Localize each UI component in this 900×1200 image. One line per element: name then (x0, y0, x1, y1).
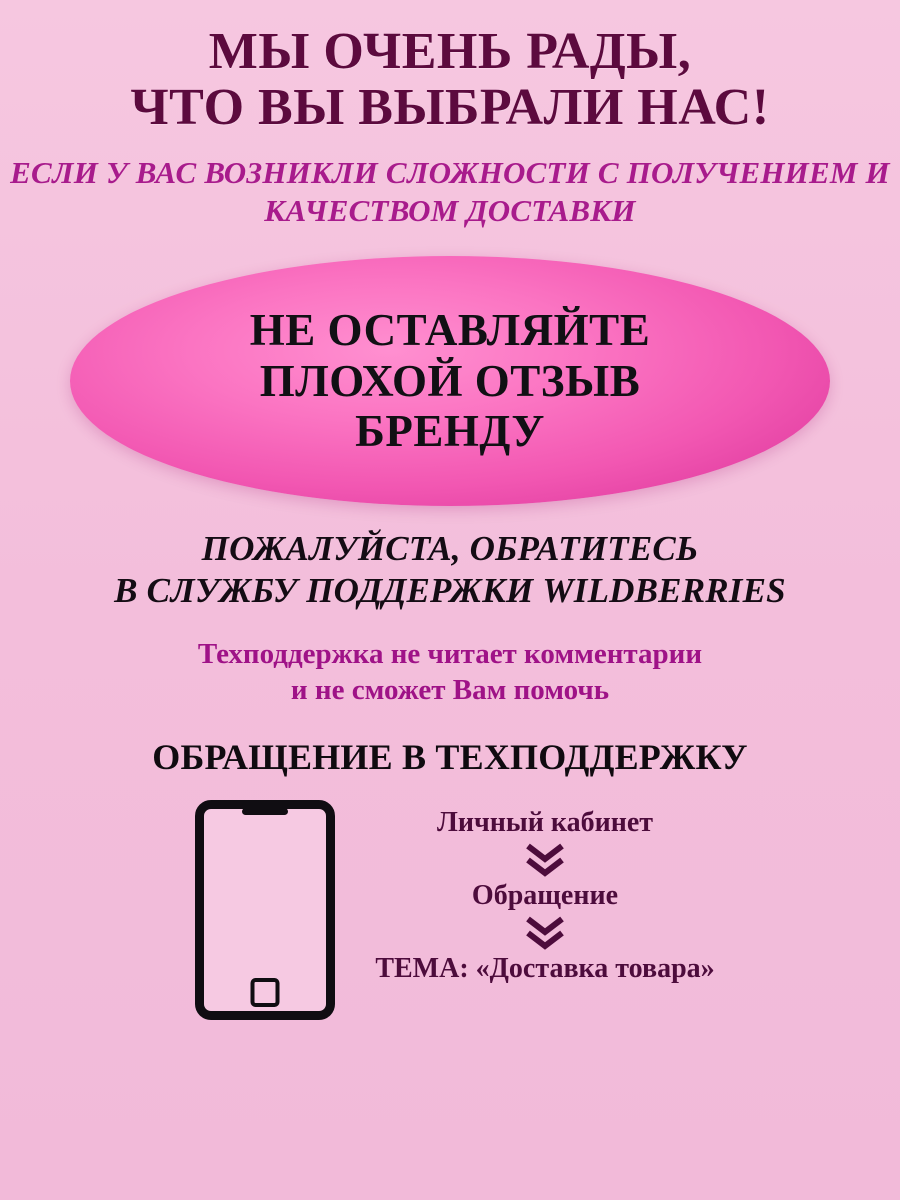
support-title: ОБРАЩЕНИЕ В ТЕХПОДДЕРЖКУ (152, 737, 748, 778)
cta-line-2: В СЛУЖБУ ПОДДЕРЖКИ WILDBERRIES (114, 570, 786, 610)
phone-speaker-icon (242, 808, 288, 815)
subheadline (0, 154, 900, 230)
cta-line-1: ПОЖАЛУЙСТА, ОБРАТИТЕСЬ (201, 528, 699, 568)
headline-line-2: ЧТО ВЫ ВЫБРАЛИ НАС! (130, 79, 770, 137)
chevron-down-icon-2 (524, 916, 566, 952)
call-to-action (114, 528, 786, 612)
subheadline-line-1: ЕСЛИ У ВАС ВОЗНИКЛИ СЛОЖНОСТИ (10, 155, 590, 191)
chevron-down-icon (524, 843, 566, 879)
step-2-label: Обращение (471, 880, 619, 912)
support-steps-section (70, 794, 830, 1020)
phone-home-button-icon (251, 978, 280, 1007)
subheadline-line-2: С ПОЛУЧЕНИЕМ И КАЧЕСТВОМ ДОСТАВКИ (264, 155, 890, 229)
steps-list (375, 794, 714, 984)
page-title (130, 24, 769, 136)
headline-line-1: МЫ ОЧЕНЬ РАДЫ, (208, 23, 692, 80)
ellipse-line-3: БРЕНДУ (355, 406, 545, 457)
note-line-1: Техподдержка не читает комментарии (197, 637, 703, 670)
ellipse-message (250, 305, 650, 458)
support-note (198, 636, 702, 709)
note-line-2: и не сможет Вам помочь (290, 674, 610, 707)
ellipse-line-2: ПЛОХОЙ ОТЗЫВ (259, 355, 641, 406)
highlight-ellipse (70, 256, 830, 506)
smartphone-icon (195, 800, 335, 1020)
ellipse-line-1: НЕ ОСТАВЛЯЙТЕ (249, 304, 651, 355)
step-1-label: Личный кабинет (436, 807, 654, 839)
step-3-label: ТЕМА: «Доставка товара» (375, 953, 715, 985)
